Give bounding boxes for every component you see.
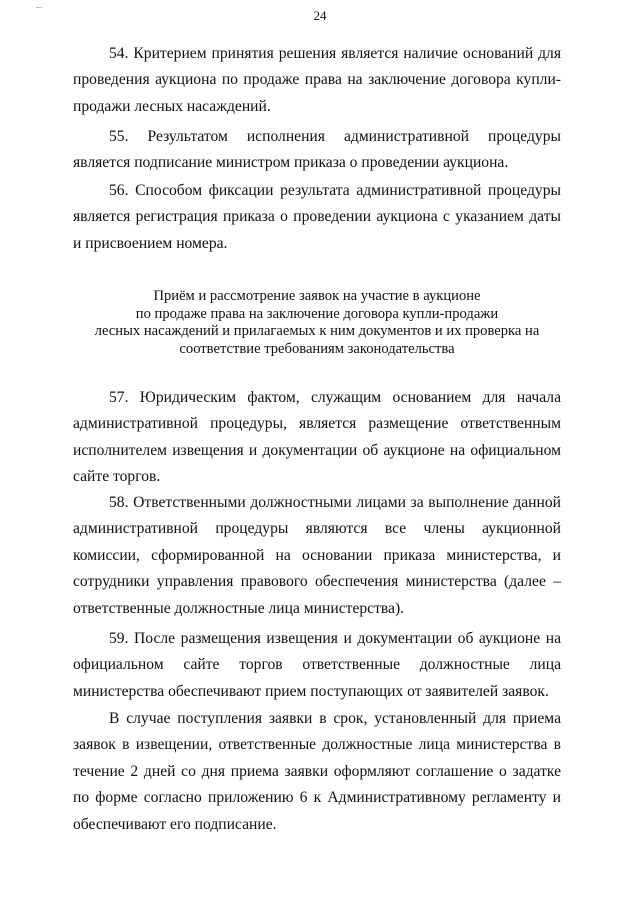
- paragraph-57: 57. Юридическим фактом, служащим основанием для начала административной процедуры, является размещение ответственным исполнителем извещения и документации об аукционе на официальном сайте торгов.: [73, 389, 561, 486]
- paragraph-58: 58. Ответственными должностными лицами за выполнение данной административной процедуры являются все члены аукционной комиссии, сформированной на основании приказа министерства, и сотрудники управления правового обеспечения министерства (далее – ответственные должностные лица министерства).: [73, 494, 561, 617]
- paragraph-54: 54. Критерием принятия решения является наличие оснований для проведения аукциона по продаже права на заключение договора купли-продажи лесных насаждений.: [73, 45, 561, 115]
- section-heading: [73, 288, 561, 358]
- paragraph-59: 59. После размещения извещения и документации об аукционе на официальном сайте торгов ответственные должностные лица министерства обеспечивают прием поступающих от заявителей заявок.: [73, 630, 561, 700]
- section-heading-line-1: Приём и рассмотрение заявок на участие в аукционе: [153, 288, 481, 304]
- paragraph-continuation: В случае поступления заявки в срок, установленный для приема заявок в извещении, ответственные должностные лица министерства в течение 2 дней со дня приема заявки оформляют соглашение о задатке по форме согласно приложению 6 к Административному регламенту и обеспечивают его подписание.: [73, 710, 561, 833]
- paragraph-56: 56. Способом фиксации результата административной процедуры является регистрация приказа о проведении аукциона с указанием даты и присвоением номера.: [73, 182, 561, 252]
- section-heading-line-4: соответствие требованиям законодательства: [179, 340, 455, 357]
- section-heading-line-3: лесных насаждений и прилагаемых к ним документов и их проверка на: [94, 323, 540, 339]
- page-number: 24: [313, 8, 327, 23]
- section-heading-line-2: по продаже права на заключение договора купли-продажи: [135, 305, 499, 322]
- paragraph-55: 55. Результатом исполнения административной процедуры является подписание министром приказа о проведении аукциона.: [73, 128, 561, 172]
